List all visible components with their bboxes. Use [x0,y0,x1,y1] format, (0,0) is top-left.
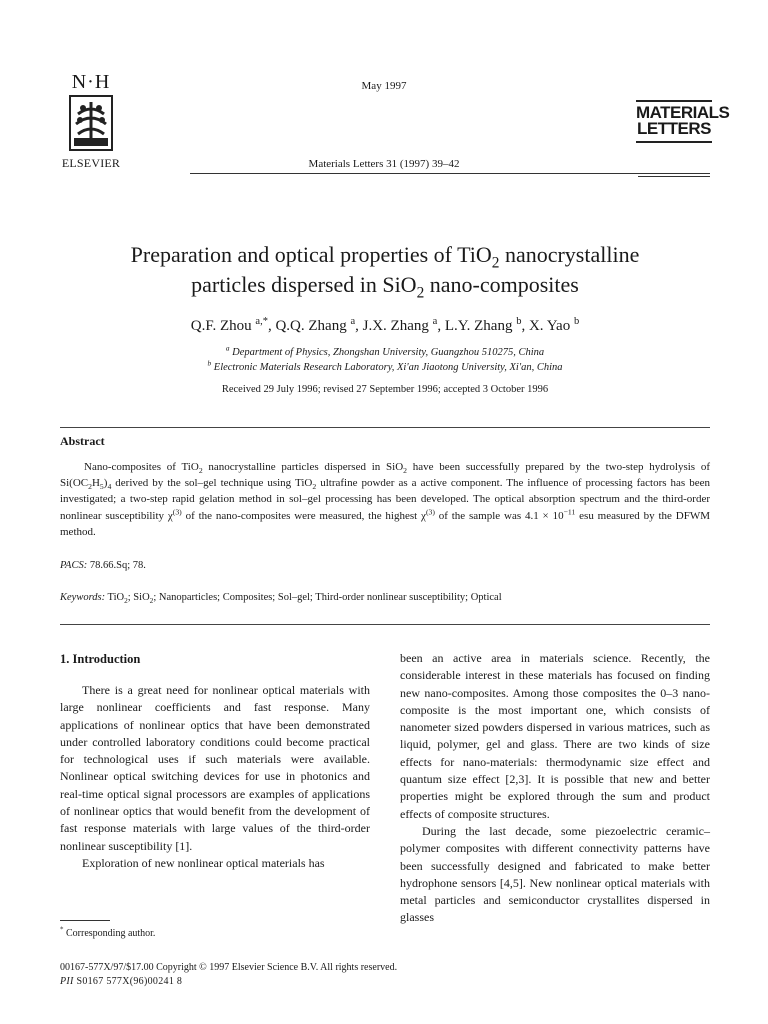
keywords-rule [60,624,710,625]
footnote: * Corresponding author. [60,925,156,939]
abstract-text: Nano-composites of TiO$_2$ nanocrystalline particles dispersed in SiO$_2$ have been successfully prepared by the two-step hydrolysis of $Si(OC_2H_5)_4$ derived by the sol–gel technique using TiO$_2$ ultrafine powder as a active component. The influence of processing factors has been investigated; a two-step rapid gelation method in sol–gel processing has been developed. The optical absorption spectrum and the third-order nonlinear susceptibility $\chi^{(3)}$ of the nano-composites were measured, the highest $\chi^{(3)}$ of the sample was $4.1 \times 10^{-11}$ esu measured by the DFWM method. [60,461,710,538]
author-name: J.X. Zhang [362,318,429,334]
section-heading: 1. Introduction [60,652,141,666]
paragraph: There is a great need for nonlinear optical materials with large nonlinear coefficients and fast response. Many applications of nonlinear optics that have been demonstrated under controlled laboratory conditions could become practical for technological uses if such materials were available. Nonlinear optical switching devices for use in photonics and real-time optical signal processors are examples of applications of nonlinear optics that would benefit from the development of fast response materials with large values of the third-order nonlinear susceptibility [1]. [60,683,370,853]
header-rule-short [638,176,710,177]
author-mark: a [350,316,356,327]
journal-citation: Materials Letters 31 (1997) 39–42 [308,158,460,170]
pacs-codes: PACS: 78.66.Sq; 78. [60,560,146,571]
elsevier-tree-icon [68,94,114,152]
affiliation: $^b$ Electronic Materials Research Laboratory, Xi'an Jiaotong University, Xi'an, China [207,358,563,373]
article-title: Preparation and optical properties of TiO$_2$ nanocrystalline particles dispersed in SiO$_2$ nano-composites [130,242,640,302]
paragraph: been an active area in materials science. Recently, the considerable interest in these materials has focused on finding new nano-composites. Among those composites the 0–3 nano-composite is the most important one, which consists of nanometer sized powders dispersed in various matrices, such as liquid, polymer, gel and glass. There are two kinds of size effects for nano-materials: thermodynamic size effect and quantum size effect [2,3]. It is possible that new and better properties might be explored through the sum and product effects of composite structures. [400,651,710,821]
abstract-rule [60,427,710,428]
author-name: L.Y. Zhang [444,318,513,334]
footnote-rule [60,920,110,921]
author-mark: a,* [255,316,268,327]
paragraph: During the last decade, some piezoelectric ceramic–polymer composites with different connectivity patterns have been successfully designed and fabricated to make better hydrophone sensors [4,5]. New nonlinear optical materials with metal particles and semiconductor crystallites dispersed in glasses [400,823,710,925]
journal-logo-line2: LETTERS [637,119,711,138]
copyright-line: 00167-577X/97/$17.00 Copyright © 1997 Elsevier Science B.V. All rights reserved. [60,962,398,973]
received-dates: Received 29 July 1996; revised 27 September 1996; accepted 3 October 1996 [221,384,549,395]
journal-logo [636,100,730,143]
author-mark: a [432,316,438,327]
affiliation: $^a$ Department of Physics, Zhongshan University, Guangzhou 510275, China [225,343,545,358]
author-mark: b [516,316,522,327]
keywords: Keywords: TiO$_2$; SiO$_2$; Nanoparticles; Composites; Sol–gel; Third-order nonlinear susceptibility; Optical [60,592,502,606]
author-name: X. Yao [528,318,571,334]
publisher-name: ELSEVIER [61,156,121,170]
author-list: Q.F. Zhou $^{a,*}$, Q.Q. Zhang $^a$, J.X. Zhang $^a$, L.Y. Zhang $^b$, X. Yao $^b$ [190,316,580,334]
right-column [400,650,710,927]
header-rule [190,173,710,174]
author-name: Q.F. Zhou [190,318,252,334]
author-name: Q.Q. Zhang [275,318,347,334]
left-column [60,650,370,872]
issue-date: May 1997 [361,80,407,92]
pii-line: PII S0167 577X(96)00241 8 [60,976,183,987]
author-mark: b [573,316,580,327]
journal-logo-line1: MATERIALS [636,103,730,122]
paragraph: Exploration of new nonlinear optical materials has [82,855,325,870]
abstract-heading: Abstract [60,434,105,448]
publisher-mark: N·H [71,71,111,93]
